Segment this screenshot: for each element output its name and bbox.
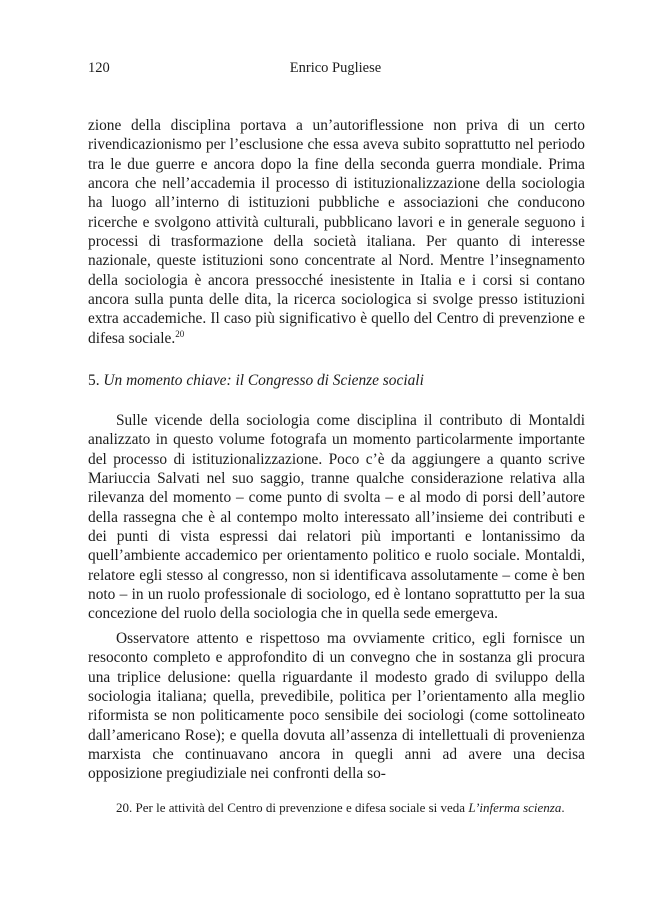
- section-title: Un momento chiave: il Congresso di Scienze sociali: [103, 372, 424, 389]
- paragraph-text: Osservatore attento e rispettoso ma ovviamente critico, egli fornisce un resoconto completo e approfondito di un convegno che in sostanza gli procura una triplice delusione: quella riguardante il modesto grado di sviluppo della sociologia italiana; quella, prevedibile, politica per l’orientamento alla meglio riformista se non politicamente poco sensibile dei sociologi (come sottolineato dall’americano Rose); e quella dovuta all’assenza di intellettuali di provenienza marxista che continuavano ancora in quegli anni ad avere una decisa opposizione pregiudiziale nei confronti della so-: [88, 630, 585, 783]
- page-header: [88, 60, 583, 82]
- page-number: 120: [88, 60, 110, 76]
- footnote: [116, 799, 586, 816]
- paragraph-text: Sulle vicende della sociologia come disciplina il contributo di Montaldi analizzato in questo volume fotografa un momento particolarmente importante del processo di istituzionalizzazione. Poco c’è da aggiungere a quanto scrive Mariuccia Salvati nel suo saggio, tranne qualche considerazione relativa alla rilevanza del momento – come punto di svolta – e al modo di porsi dell’autore della rassegna che è al contempo molto interessato all’insieme dei contributi e dei punti di vista espressi dai relatori più importanti e lontanissimo da quell’ambiente accademico per orientamento politico e ruolo sociale. Montaldi, relatore egli stesso al congresso, non si identificava assolutamente – come è ben noto – in un ruolo professionale di sociologo, ed è lontano soprattutto per la sua concezione del ruolo della sociologia che in quella sede emergeva.: [88, 412, 585, 623]
- footnote-reference: 20: [175, 328, 185, 339]
- body-paragraph: [88, 411, 585, 624]
- footnote-text: 20. Per le attività del Centro di prevenzione e difesa sociale si veda: [116, 800, 466, 815]
- body-paragraph: [88, 629, 585, 784]
- section-heading: [88, 371, 585, 390]
- footnote-cited-title: L’inferma scienza: [468, 800, 562, 815]
- running-head-author: Enrico Pugliese: [289, 60, 382, 76]
- section-number: 5.: [88, 372, 100, 389]
- body-paragraph: [88, 116, 585, 348]
- paragraph-text: zione della disciplina portava a un’autoriflessione non priva di un certo rivendicazionismo per l’esclusione che essa aveva subito soprattutto nel periodo tra le due guerre e ancora dopo la fine della seconda guerra mondiale. Prima ancora che nell’accademia il processo di istituzionalizzazione della sociologia ha luogo all’interno di istituzioni pubbliche e associazioni che conducono ricerche e svolgono attività culturali, pubblicano lavori e in generale seguono i processi di trasformazione della società italiana. Per quanto di interesse nazionale, queste istituzioni sono concentrate al Nord. Mentre l’insegnamento della sociologia è ancora pressocché inesistente in Italia e i corsi si contano ancora sulla punta delle dita, la ricerca sociologica si svolge presso istituzioni extra accademiche. Il caso più significativo è quello del Centro di prevenzione e difesa sociale.: [88, 117, 585, 347]
- footnote-end: .: [561, 800, 565, 815]
